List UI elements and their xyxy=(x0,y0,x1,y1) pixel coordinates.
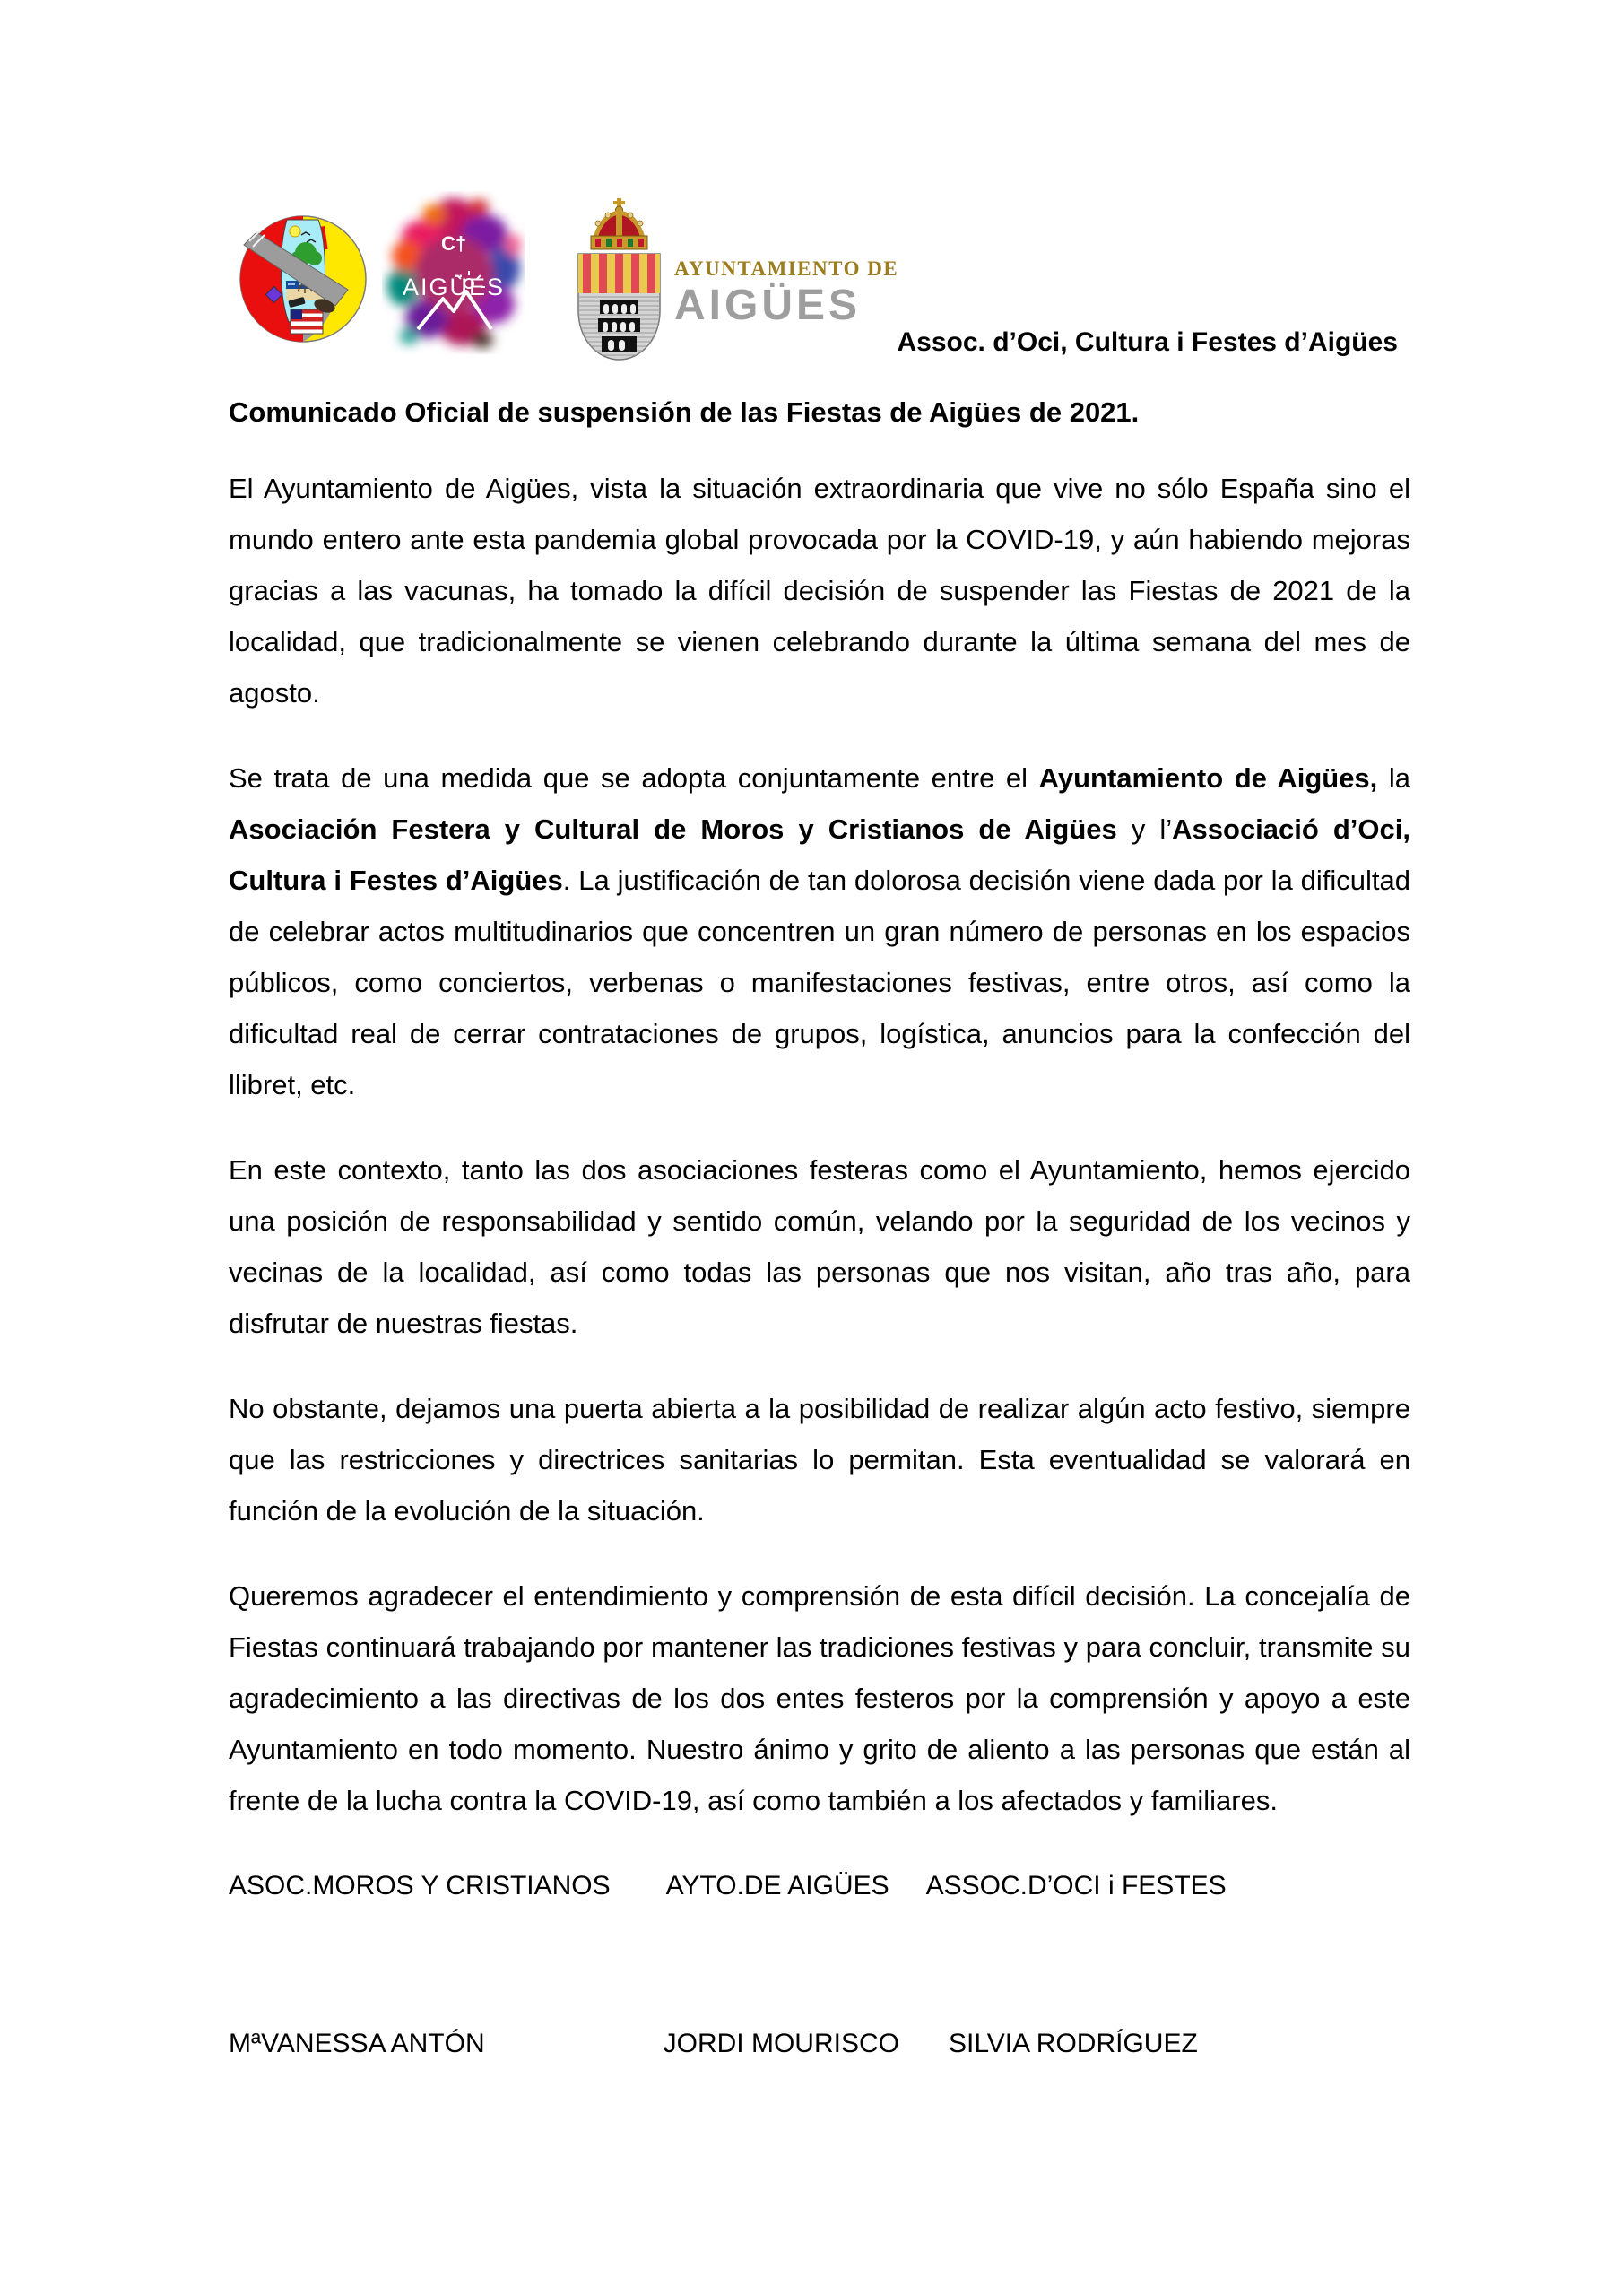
org-assoc-oci-festes: ASSOC.D’OCI i FESTES xyxy=(925,1871,1227,1900)
org-ayto-aigues: AYTO.DE AIGÜES xyxy=(665,1871,889,1900)
paragraph-2: Se trata de una medida que se adopta conjuntamente entre el Ayuntamiento de Aigües, la Asociación Festera y Cultural de Moros y Cristianos de Aigües y l’Associació d’Oci, Cultura i Festes d’Aigües. La justificación de tan dolorosa decisión viene dada por la dificultad de celebrar actos multitudinarios que concentren un gran número de personas en los espacios públicos, como conciertos, verbenas o manifestaciones festivas, entre otros, así como la dificultad real de cerrar contrataciones de grupos, logística, anuncios para la confección del llibret, etc. xyxy=(229,762,1418,1100)
moros-cristianos-logo-icon xyxy=(235,213,371,345)
splash-crescent-cross-symbol: C† xyxy=(440,232,467,255)
coat-of-arms-art xyxy=(576,196,663,361)
page-title: Comunicado Oficial de suspensión de las Fiestas de Aigües de 2021. xyxy=(229,396,1140,428)
assoc-caption: Assoc. d’Oci, Cultura i Festes d’Aigües xyxy=(897,327,1398,357)
festes-splash-logo-art xyxy=(382,191,525,354)
ayuntamiento-text-line1: AYUNTAMIENTO DE xyxy=(674,257,899,280)
festes-splash-logo-icon xyxy=(382,191,525,354)
signatory-silvia-rodriguez: SILVIA RODRÍGUEZ xyxy=(948,2029,1198,2058)
paragraph-4: No obstante, dejamos una puerta abierta a la posibilidad de realizar algún acto festivo, siempre que las restricciones y directrices sanitarias lo permitan. Esta eventualidad se valorará en función de la evolución de la situación. xyxy=(229,1393,1418,1526)
splash-logo-label: AIGÜES xyxy=(402,274,506,300)
paragraph-5: Queremos agradecer el entendimiento y comprensión de esta difícil decisión. La concejalía de Fiestas continuará trabajando por mantener las tradiciones festivas y para concluir, transmite su agradecimiento a las directivas de los dos entes festeros por la comprensión y apoyo a este Ayuntamiento en todo momento. Nuestro ánimo y grito de aliento a las personas que están al frente de la lucha contra la COVID-19, así como también a los afectados y familiares. xyxy=(229,1580,1418,1816)
ayuntamiento-text-line2: AIGÜES xyxy=(674,282,862,329)
paragraph-3: En este contexto, tanto las dos asociaciones festeras como el Ayuntamiento, hemos ejercido una posición de responsabilidad y sentido común, velando por la seguridad de los vecinos y vecinas de la localidad, así como todas las personas que nos visitan, año tras año, para disfrutar de nuestras fiestas. xyxy=(229,1154,1418,1339)
signatory-jordi-mourisco: JORDI MOURISCO xyxy=(663,2029,899,2058)
document-body xyxy=(229,393,1418,2069)
ayuntamiento-coat-of-arms-icon xyxy=(576,196,663,361)
signatories-row xyxy=(229,2018,1410,2069)
signature-organizations-row xyxy=(229,1860,1410,1911)
moros-cristianos-logo-art xyxy=(235,213,371,345)
paragraph-1: El Ayuntamiento de Aigües, vista la situación extraordinaria que vive no sólo España sino el mundo entero ante esta pandemia global provocada por la COVID-19, y aún habiendo mejoras gracias a las vacunas, ha tomado la difícil decisión de suspender las Fiestas de 2021 de la localidad, que tradicionalmente se vienen celebrando durante la última semana del mes de agosto. xyxy=(229,473,1418,709)
org-moros-cristianos: ASOC.MOROS Y CRISTIANOS xyxy=(229,1871,611,1900)
signatory-vanessa-anton: MªVANESSA ANTÓN xyxy=(229,2029,485,2058)
ayuntamiento-logo-text xyxy=(674,258,943,327)
